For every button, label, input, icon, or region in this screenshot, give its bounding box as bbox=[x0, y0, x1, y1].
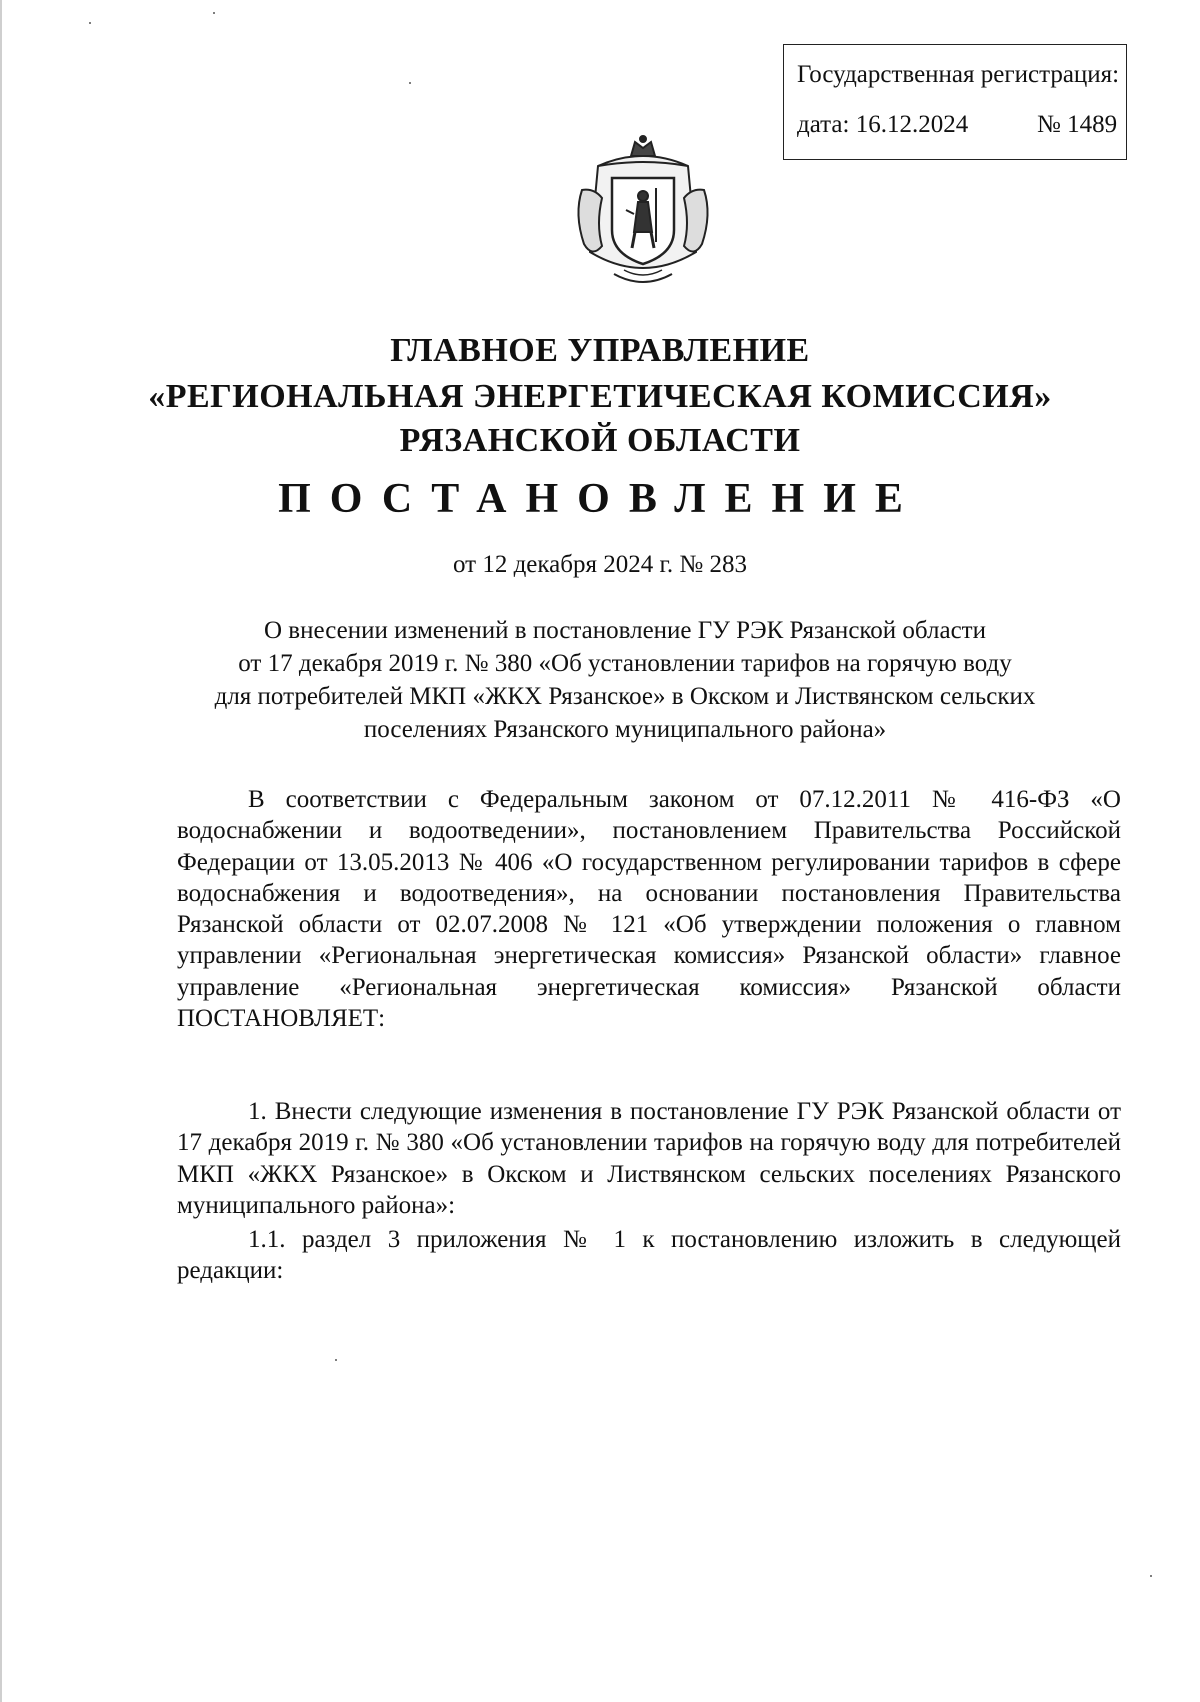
preamble-paragraph: В соответствии с Федеральным законом от 07.12.2011 № 416-ФЗ «О водоснабжении и водоотведении», постановлением Правительства Российской Федерации от 13.05.2013 № 406 «О государственном регулировании тарифов в сфере водоснабжения и водоотведения», на основании постановления Правительства Рязанской области от 02.07.2008 № 121 «Об утверждении положения о главном управлении «Региональная энергетическая комиссия» Рязанской области» главное управление «Региональная энергетическая комиссия» Рязанской области ПОСТАНОВЛЯЕТ: bbox=[177, 786, 1121, 1033]
registration-date: дата: 16.12.2024 bbox=[797, 111, 969, 138]
item-1-paragraph: 1. Внести следующие изменения в постановление ГУ РЭК Рязанской области от 17 декабря 2019 г. № 380 «Об установлении тарифов на горячую воду для потребителей МКП «ЖКХ Рязанское» в Окском и Листвянском сельских поселениях Рязанского муниципального района»: bbox=[177, 1098, 1121, 1219]
scan-speck bbox=[89, 22, 91, 24]
header-line-3: РЯЗАНСКОЙ ОБЛАСТИ bbox=[399, 422, 801, 459]
registration-number: № 1489 bbox=[1037, 111, 1118, 138]
document-type-title: ПОСТАНОВЛЕНИЕ bbox=[278, 476, 922, 522]
document-subject bbox=[150, 614, 1100, 746]
subject-line: О внесении изменений в постановление ГУ РЭК Рязанской области bbox=[264, 617, 986, 644]
document-date: от 12 декабря 2024 г. № 283 bbox=[452, 551, 748, 578]
registration-stamp bbox=[783, 44, 1127, 160]
subject-line: от 17 декабря 2019 г. № 380 «Об установлении тарифов на горячую воду bbox=[238, 650, 1012, 677]
scan-speck bbox=[213, 12, 215, 14]
registration-title: Государственная регистрация: bbox=[797, 61, 1120, 88]
subject-line: поселениях Рязанского муниципального района» bbox=[363, 716, 887, 743]
scan-speck bbox=[1150, 1575, 1152, 1577]
scan-speck bbox=[409, 82, 411, 84]
item-1-1-paragraph: 1.1. раздел 3 приложения № 1 к постановлению изложить в следующей редакции: bbox=[177, 1226, 1121, 1285]
header-line-1: ГЛАВНОЕ УПРАВЛЕНИЕ bbox=[390, 332, 810, 369]
ryazan-coat-of-arms-icon bbox=[568, 134, 718, 292]
scan-edge bbox=[0, 0, 2, 1702]
scan-speck bbox=[335, 1359, 337, 1361]
subject-line: для потребителей МКП «ЖКХ Рязанское» в Окском и Листвянском сельских bbox=[214, 683, 1036, 710]
header-line-2: «РЕГИОНАЛЬНАЯ ЭНЕРГЕТИЧЕСКАЯ КОМИССИЯ» bbox=[148, 378, 1052, 415]
